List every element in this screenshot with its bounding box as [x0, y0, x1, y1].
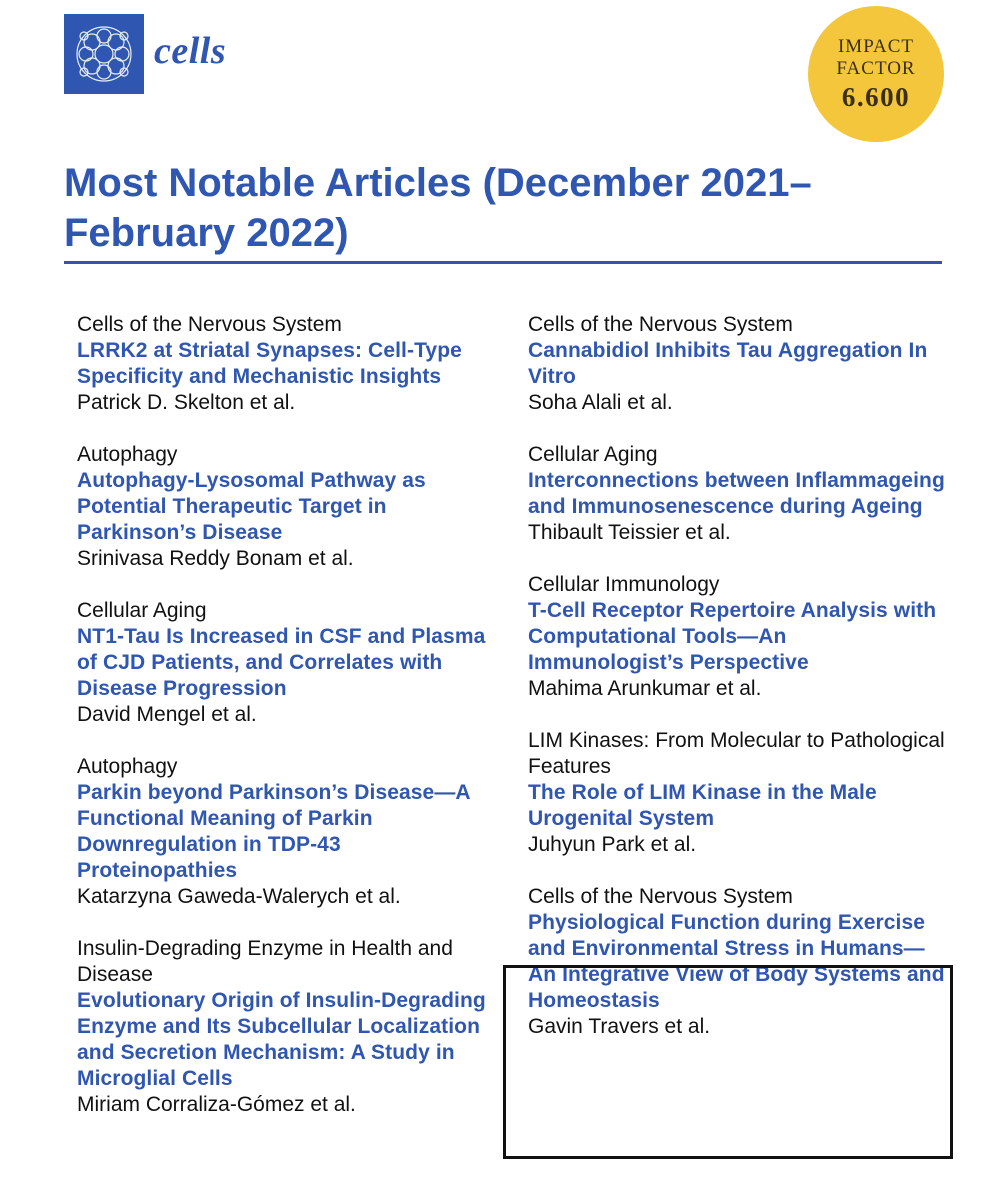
article-category: LIM Kinases: From Molecular to Pathological Features	[528, 729, 945, 778]
page-title: Most Notable Articles (December 2021–February 2022)	[64, 161, 812, 255]
badge-value: 6.600	[841, 82, 911, 112]
article-authors: Mahima Arunkumar et al.	[528, 677, 762, 700]
article-authors: Soha Alali et al.	[528, 391, 673, 414]
article-entry	[528, 572, 948, 702]
article-entry	[528, 442, 948, 546]
article-authors: Miriam Corraliza-Gómez et al.	[77, 1093, 356, 1116]
article-authors: David Mengel et al.	[77, 703, 257, 726]
highlight-box	[503, 965, 953, 1159]
article-category: Cellular Aging	[528, 443, 658, 466]
article-category: Autophagy	[77, 755, 178, 778]
article-category: Autophagy	[77, 443, 178, 466]
article-authors: Patrick D. Skelton et al.	[77, 391, 296, 414]
right-article-column	[528, 312, 948, 1066]
article-category: Insulin-Degrading Enzyme in Health and Disease	[77, 937, 453, 986]
article-authors: Thibault Teissier et al.	[528, 521, 731, 544]
article-entry	[528, 728, 948, 858]
article-entry	[77, 598, 497, 728]
article-entry	[77, 754, 497, 910]
left-article-column	[77, 312, 497, 1144]
article-authors: Srinivasa Reddy Bonam et al.	[77, 547, 354, 570]
article-authors: Gavin Travers et al.	[528, 1015, 711, 1038]
cells-logo-icon	[64, 14, 144, 94]
article-entry	[77, 442, 497, 572]
article-entry	[77, 936, 497, 1118]
article-entry	[528, 312, 948, 416]
article-title-link[interactable]: The Role of LIM Kinase in the Male Urogenital System	[528, 781, 877, 830]
article-category: Cellular Aging	[77, 599, 207, 622]
article-title-link[interactable]: Autophagy-Lysosomal Pathway as Potential Therapeutic Target in Parkinson’s Disease	[77, 469, 426, 544]
article-title-link[interactable]: LRRK2 at Striatal Synapses: Cell-Type Specificity and Mechanistic Insights	[77, 339, 462, 388]
badge-line-1: IMPACT	[837, 36, 915, 57]
article-authors: Juhyun Park et al.	[528, 833, 697, 856]
article-category: Cells of the Nervous System	[528, 313, 793, 336]
article-authors: Katarzyna Gaweda-Walerych et al.	[77, 885, 401, 908]
article-title-link[interactable]: Cannabidiol Inhibits Tau Aggregation In Vitro	[528, 339, 928, 388]
article-category: Cellular Immunology	[528, 573, 720, 596]
article-title-link[interactable]: T-Cell Receptor Repertoire Analysis with Computational Tools—An Immunologist’s Perspective	[528, 599, 937, 674]
badge-line-2: FACTOR	[836, 58, 916, 79]
article-category: Cells of the Nervous System	[528, 885, 793, 908]
title-divider	[64, 261, 942, 264]
impact-factor-badge	[808, 6, 944, 142]
cell-cluster-icon	[64, 14, 144, 94]
article-title-link[interactable]: Parkin beyond Parkinson’s Disease—A Functional Meaning of Parkin Downregulation in TDP-43 Proteinopathies	[77, 781, 470, 882]
article-title-link[interactable]: NT1-Tau Is Increased in CSF and Plasma of CJD Patients, and Correlates with Disease Progression	[77, 625, 486, 700]
article-entry	[77, 312, 497, 416]
journal-name: cells	[154, 30, 227, 72]
article-category: Cells of the Nervous System	[77, 313, 342, 336]
article-title-link[interactable]: Interconnections between Inflammageing and Immunosenescence during Ageing	[528, 469, 945, 518]
article-title-link[interactable]: Evolutionary Origin of Insulin-Degrading Enzyme and Its Subcellular Localization and Secretion Mechanism: A Study in Microglial Cells	[77, 989, 486, 1090]
article-title-link[interactable]: Physiological Function during Exercise and Environmental Stress in Humans—An Integrative View of Body Systems and Homeostasis	[528, 911, 945, 1012]
